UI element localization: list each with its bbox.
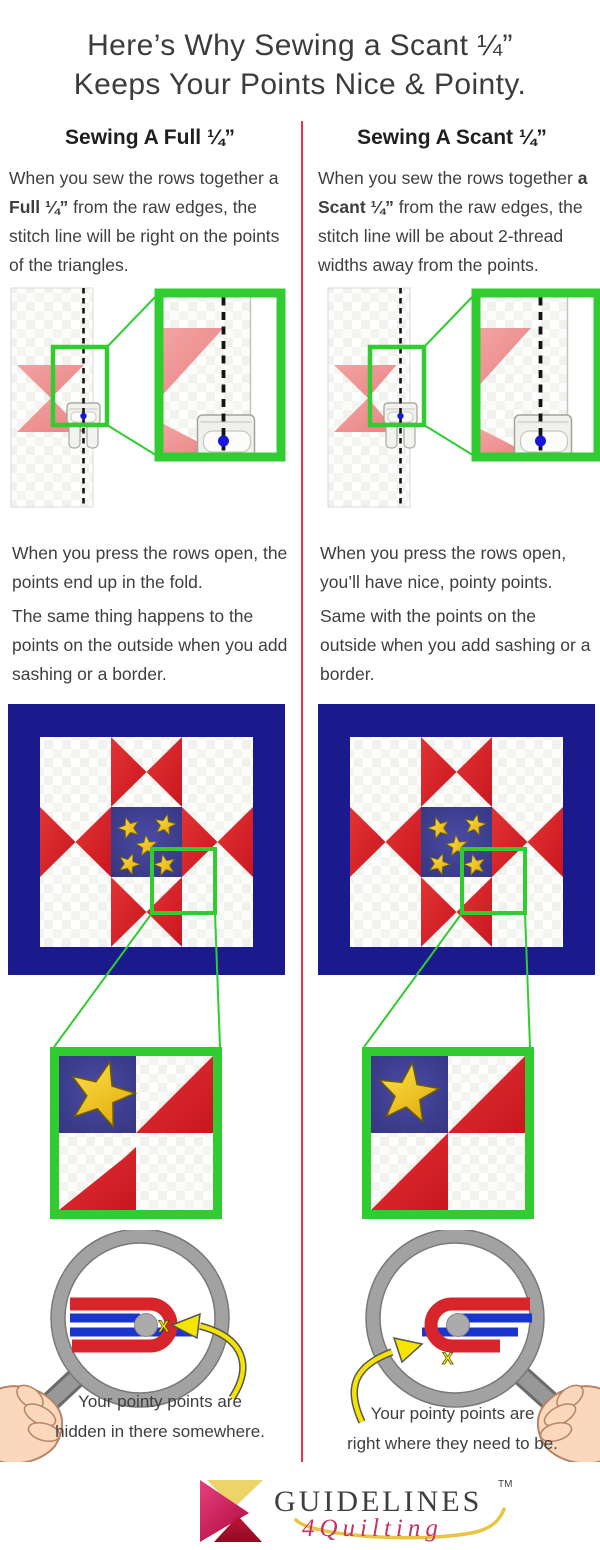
paragraph-scant-intro [318, 164, 600, 280]
zoom-square-full [50, 1047, 222, 1219]
caption-line: right where they need to be. [347, 1434, 558, 1453]
text-run: from the raw edges, the stitch line will be right on the points of the triangles. [9, 197, 280, 275]
needle-dot [80, 413, 86, 419]
logo-brand-text: GUIDELINES [274, 1485, 483, 1518]
brand-logo[interactable] [196, 1472, 536, 1550]
needle-dot [535, 436, 546, 447]
quilt-block-full [8, 704, 285, 975]
presser-foot-icon [515, 415, 572, 457]
paragraph-full-press: When you press the rows open, the points end up in the fold. [12, 543, 288, 592]
header-full-quarter: Sewing A Full ¼” [65, 126, 235, 149]
paragraph-scant-outside: Same with the points on the outside when you add sashing or a border. [320, 606, 591, 684]
buried-point-dot [135, 1314, 158, 1337]
logo-tm: TM [498, 1479, 513, 1490]
logo-graphic [196, 1472, 536, 1550]
caption-line: Your pointy points are [78, 1392, 242, 1411]
bold-scant-quarter: a Scant ¼” [318, 168, 588, 217]
title-line-1: Here’s Why Sewing a Scant ¼” [87, 29, 513, 62]
caption-line: Your pointy points are [370, 1404, 535, 1423]
title-line-2: Keeps Your Points Nice & Pointy. [73, 68, 527, 101]
presser-foot-icon [198, 415, 255, 457]
text-run: When you sew the rows together [318, 168, 578, 188]
needle-dot [218, 436, 229, 447]
zoom-detail-full [164, 298, 255, 458]
text-run: from the raw edges, the stitch line will be about 2-thread widths away from the points. [318, 197, 583, 275]
x-marker: X [158, 1317, 170, 1336]
logo-mark-icon [200, 1480, 263, 1542]
paragraph-scant-press: When you press the rows open, you’ll have nice, pointy points. [320, 543, 567, 592]
caption-full [20, 1387, 300, 1447]
zoom-connector [107, 293, 159, 347]
zoom-connector [107, 425, 159, 457]
logo-sub-text: 4Quilting [302, 1515, 443, 1542]
paragraph-full-intro [9, 164, 297, 280]
strip-illustration-scant [325, 284, 600, 518]
bold-full-quarter: Full ¼” [9, 197, 69, 217]
text-run: When you sew the rows together a [9, 168, 279, 188]
zoom-connector [424, 293, 476, 347]
x-marker: X [442, 1349, 454, 1368]
zoom-square-scant [362, 1047, 534, 1219]
caption-line: hidden in there somewhere. [55, 1422, 265, 1441]
paragraph-full-outside: The same thing happens to the points on the outside when you add sashing or a border. [12, 606, 288, 684]
caption-scant [315, 1399, 590, 1459]
zoom-detail-scant [481, 298, 572, 458]
header-scant-quarter: Sewing A Scant ¼” [357, 126, 547, 149]
zoom-connector [424, 425, 476, 457]
pointy-point-dot [447, 1314, 470, 1337]
quilt-block-scant [318, 704, 595, 975]
page-title [0, 26, 600, 104]
needle-dot [397, 413, 403, 419]
strip-illustration-full [8, 284, 293, 518]
